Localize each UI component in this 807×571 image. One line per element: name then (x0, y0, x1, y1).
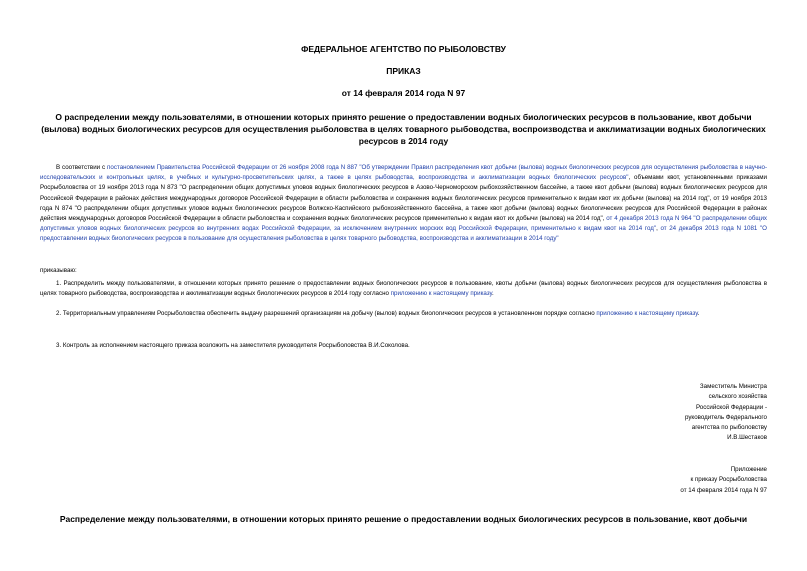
signature-line: агентства по рыболовству (691, 424, 767, 432)
order-item-3: 3. Контроль за исполнением настоящего приказа возложить на заместителя руководителя Росрыболовства В.И.Соколова. (56, 342, 410, 349)
item-1-end: . (492, 290, 494, 298)
intro-text-3: , (656, 225, 661, 233)
signature-name: И.В.Шестаков (727, 434, 767, 442)
signature-line: руководитель Федерального (684, 413, 767, 421)
link-order-964[interactable]: от 4 декабря 2013 года N 964 "О распределении общих допустимых уловов водных биологических ресурсов во внутренних водах Российской Федерации, за исключением внутренних морских вод Российской Федерации, применительно к видам квот на 2014 год" (40, 215, 768, 233)
intro-text-1: В соответствии с (56, 164, 108, 171)
appendix-heading: Распределение между пользователями, в отношении которых принято решение о предоставлении водных биологических ресурсов в пользование, квот добычи (59, 514, 748, 524)
link-order-1081[interactable]: от 24 декабря 2013 года N 1081 "О предоставлении водных биологических ресурсов в пользование для осуществления рыболовства в целях товарного рыбоводства, воспроизводства и акклиматизации в 2014 году" (40, 225, 767, 243)
appendix-line-1: к приказу Росрыболовства (690, 476, 767, 484)
link-appendix-item-1[interactable]: приложению к настоящему приказу (390, 290, 493, 298)
item-2-text: 2. Территориальным управлениям Росрыболовства обеспечить выдачу разрешений организациям на добычу (вылов) водных биологических ресурсов в установленном порядке согласно (56, 310, 597, 317)
link-government-decree-887[interactable]: постановлением Правительства Российской Федерации от 26 ноября 2008 года N 887 "Об утверждении Правил распределения квот добычи (вылова) водных биологических ресурсов для осуществления рыболовства в научно-исследовательских и контрольных целях, в учебных и культурно-просветительских целях, а также в целях рыбоводства, воспроизводства и акклиматизации водных биологических ресурсов" (40, 164, 768, 182)
link-appendix-item-2[interactable]: приложению к настоящему приказу (596, 310, 698, 317)
item-2-end: . (697, 310, 700, 317)
signature-block (685, 382, 767, 444)
ordered-label: приказываю: (40, 267, 77, 274)
intro-paragraph (40, 163, 767, 245)
signature-line: Российской Федерации - (695, 403, 767, 411)
item-1-text: 1. Распределить между пользователями, в отношении которых принято решение о предоставлении водных биологических ресурсов в пользование, квоты добычи (вылова) водных биологических ресурсов для осуществления рыболовства в целях товарного рыбоводства, воспроизводства и акклиматизации водных биологических ресурсов в 2014 году согласно (40, 280, 767, 298)
order-item-2 (40, 309, 767, 319)
signature-line: Заместитель Министра (699, 383, 767, 390)
appendix-block (680, 465, 767, 496)
signature-line: сельского хозяйства (708, 393, 767, 401)
document-date: от 14 февраля 2014 года N 97 (341, 88, 466, 98)
order-item-1 (40, 279, 767, 299)
document-title: О распределении между пользователями, в отношении которых принято решение о предоставлении водных биологических ресурсов в пользование, квот добычи (вылова) водных биологических ресурсов для осуществления рыболовства в целях товарного рыбоводства, воспроизводства и акклиматизации водных биологических ресурсов в 2014 году (41, 112, 766, 146)
appendix-title: Приложение (730, 466, 767, 473)
agency-name: ФЕДЕРАЛЬНОЕ АГЕНТСТВО ПО РЫБОЛОВСТВУ (301, 44, 506, 54)
intro-text-2: , объемами квот, установленными приказами Росрыболовства от 19 ноября 2013 года N 873 "О распределении общих допустимых уловов водных биологических ресурсов в Азово-Черноморском рыбохозяйственном бассейне, а также квот добычи (вылова) водных биологических ресурсов для Российской Федерации в районах действия международных договоров Российской Федерации в области рыболовства и сохранения водных биологических ресурсов применительно к видам квот их добычи (вылова) на 2014 год", от 19 ноября 2013 года N 874 "О распределении общих допустимых уловов водных биологических ресурсов Волжско-Каспийского рыбохозяйственного бассейна, а также квот добычи (вылова) водных биологических ресурсов для Российской Федерации в районах действия международных договоров Российской Федерации в области рыболовства и сохранения водных биологических ресурсов применительно к видам квот их добычи (вылова) на 2014 год", (40, 174, 767, 223)
document-type: ПРИКАЗ (386, 66, 421, 76)
appendix-line-2: от 14 февраля 2014 года N 97 (680, 486, 767, 494)
